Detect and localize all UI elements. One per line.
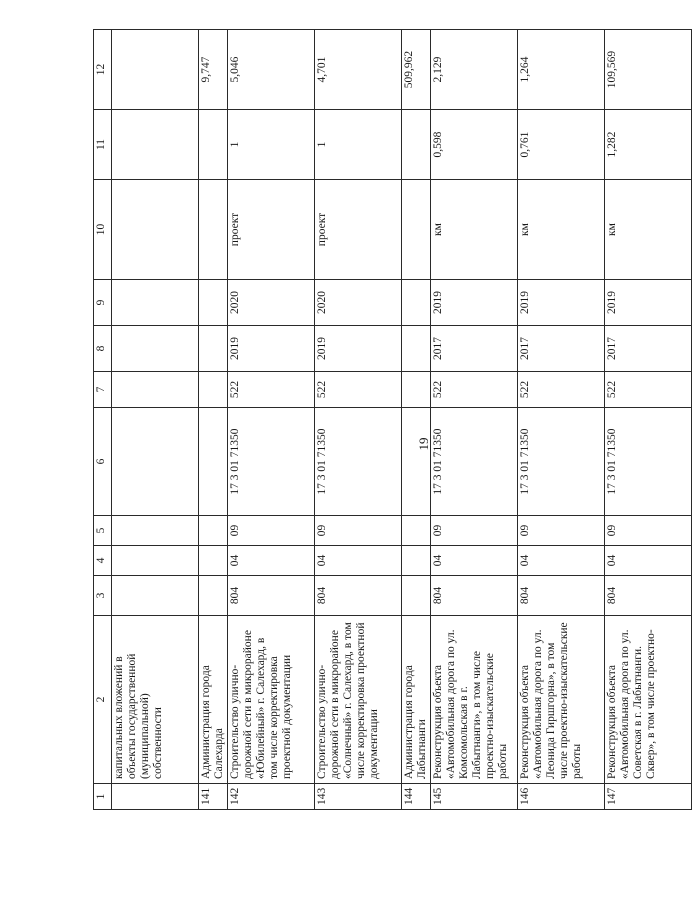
header-cell: 6	[94, 408, 112, 516]
cell-col-12: 4,701	[315, 30, 402, 110]
table-row	[228, 30, 315, 810]
cell-col-9: 2019	[605, 280, 692, 326]
header-cell: 9	[94, 280, 112, 326]
header-cell: 2	[94, 616, 112, 784]
cell-col-4: 04	[315, 546, 402, 576]
cell-col-4	[199, 546, 228, 576]
cell-col-10: км	[518, 180, 605, 280]
budget-table-rotated	[93, 30, 657, 810]
cell-col-1	[112, 784, 199, 810]
cell-col-4	[112, 546, 199, 576]
cell-col-9	[402, 280, 431, 326]
cell-col-12: 1,264	[518, 30, 605, 110]
cell-col-1: 146	[518, 784, 605, 810]
cell-col-6	[402, 408, 431, 516]
budget-table	[93, 29, 692, 810]
cell-col-12: 109,569	[605, 30, 692, 110]
cell-col-7	[112, 372, 199, 408]
cell-col-8: 2019	[228, 326, 315, 372]
cell-col-7: 522	[315, 372, 402, 408]
cell-col-10: проект	[228, 180, 315, 280]
cell-col-5	[402, 516, 431, 546]
cell-col-2: Реконструкция объекта «Автомобильная дорога по ул. Комсомольская в г. Лабытнанги», в том числе проектно-изыскательские работы	[431, 616, 518, 784]
cell-col-4: 04	[518, 546, 605, 576]
table-row	[402, 30, 431, 810]
cell-col-3: 804	[431, 576, 518, 616]
cell-col-11	[402, 110, 431, 180]
cell-col-11: 0,761	[518, 110, 605, 180]
cell-col-5	[112, 516, 199, 546]
cell-col-8: 2019	[315, 326, 402, 372]
cell-col-9: 2019	[431, 280, 518, 326]
header-cell: 10	[94, 180, 112, 280]
cell-col-5: 09	[605, 516, 692, 546]
cell-col-12: 9,747	[199, 30, 228, 110]
cell-col-6	[199, 408, 228, 516]
cell-col-7	[402, 372, 431, 408]
cell-col-2: Строительство улично-дорожной сети в микрорайоне «Солнечный» г. Салехард, в том числе корректировка проектной документации	[315, 616, 402, 784]
cell-col-11: 1	[315, 110, 402, 180]
cell-col-3: 804	[605, 576, 692, 616]
cell-col-1: 144	[402, 784, 431, 810]
cell-col-10: км	[605, 180, 692, 280]
cell-col-1: 143	[315, 784, 402, 810]
cell-col-3	[402, 576, 431, 616]
cell-col-7: 522	[518, 372, 605, 408]
cell-col-2: Реконструкция объекта «Автомобильная дорога по ул. Леонида Гиршгорна», в том числе проектно-изыскательские работы	[518, 616, 605, 784]
cell-col-10	[199, 180, 228, 280]
cell-col-3: 804	[315, 576, 402, 616]
cell-col-5: 09	[228, 516, 315, 546]
cell-col-8	[199, 326, 228, 372]
cell-col-4	[402, 546, 431, 576]
cell-col-10	[402, 180, 431, 280]
cell-col-2: капитальных вложений в объекты государственной (муниципальной) собственности	[112, 616, 199, 784]
cell-col-1: 141	[199, 784, 228, 810]
cell-col-4: 04	[228, 546, 315, 576]
cell-col-7: 522	[228, 372, 315, 408]
header-row	[94, 30, 112, 810]
cell-col-2: Администрация города Салехарда	[199, 616, 228, 784]
cell-col-9: 2020	[315, 280, 402, 326]
cell-col-10: км	[431, 180, 518, 280]
cell-col-10: проект	[315, 180, 402, 280]
cell-col-2: Реконструкция объекта «Автомобильная дорога по ул. Советская в г. Лабытнанги. Сквер», в том числе проектно-	[605, 616, 692, 784]
cell-col-12	[112, 30, 199, 110]
cell-col-3	[112, 576, 199, 616]
cell-col-12: 5,046	[228, 30, 315, 110]
header-cell: 8	[94, 326, 112, 372]
cell-col-6: 17 3 01 71350	[228, 408, 315, 516]
cell-col-6	[112, 408, 199, 516]
cell-col-2: Строительство улично-дорожной сети в микрорайоне «Юбилейный» г. Салехард, в том числе корректировка проектной документации	[228, 616, 315, 784]
cell-col-5	[199, 516, 228, 546]
cell-col-11: 0,598	[431, 110, 518, 180]
cell-col-3: 804	[518, 576, 605, 616]
cell-col-9: 2020	[228, 280, 315, 326]
page-number: 19	[416, 437, 431, 451]
cell-col-8: 2017	[605, 326, 692, 372]
cell-col-7: 522	[605, 372, 692, 408]
cell-col-4: 04	[431, 546, 518, 576]
cell-col-3	[199, 576, 228, 616]
cell-col-8: 2017	[431, 326, 518, 372]
cell-col-5: 09	[315, 516, 402, 546]
cell-col-12: 2,129	[431, 30, 518, 110]
cell-col-9	[112, 280, 199, 326]
cell-col-10	[112, 180, 199, 280]
cell-col-8: 2017	[518, 326, 605, 372]
table-row	[112, 30, 199, 810]
cell-col-9: 2019	[518, 280, 605, 326]
cell-col-5: 09	[518, 516, 605, 546]
cell-col-7: 522	[431, 372, 518, 408]
cell-col-7	[199, 372, 228, 408]
header-cell: 7	[94, 372, 112, 408]
cell-col-12: 509,962	[402, 30, 431, 110]
cell-col-6: 17 3 01 71350	[315, 408, 402, 516]
table-row	[518, 30, 605, 810]
cell-col-1: 147	[605, 784, 692, 810]
cell-col-6: 17 3 01 71350	[518, 408, 605, 516]
cell-col-11: 1,282	[605, 110, 692, 180]
cell-col-8	[402, 326, 431, 372]
cell-col-1: 142	[228, 784, 315, 810]
cell-col-5: 09	[431, 516, 518, 546]
cell-col-4: 04	[605, 546, 692, 576]
table-row	[605, 30, 692, 810]
cell-col-8	[112, 326, 199, 372]
cell-col-6: 17 3 01 71350	[605, 408, 692, 516]
table-row	[199, 30, 228, 810]
header-cell: 4	[94, 546, 112, 576]
table-row	[315, 30, 402, 810]
cell-col-11	[199, 110, 228, 180]
cell-col-11: 1	[228, 110, 315, 180]
cell-col-11	[112, 110, 199, 180]
header-cell: 11	[94, 110, 112, 180]
cell-col-3: 804	[228, 576, 315, 616]
cell-col-1: 145	[431, 784, 518, 810]
header-cell: 5	[94, 516, 112, 546]
header-cell: 12	[94, 30, 112, 110]
table-row	[431, 30, 518, 810]
header-cell: 1	[94, 784, 112, 810]
cell-col-9	[199, 280, 228, 326]
header-cell: 3	[94, 576, 112, 616]
cell-col-2: Администрация города Лабытнанги	[402, 616, 431, 784]
cell-col-6: 17 3 01 71350	[431, 408, 518, 516]
